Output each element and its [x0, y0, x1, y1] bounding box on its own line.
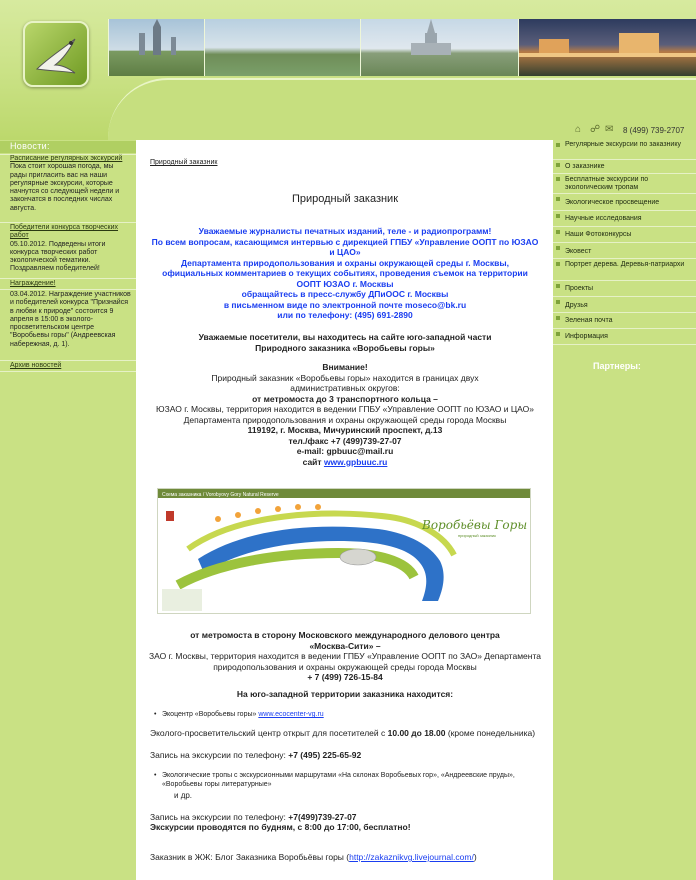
site-label: сайт	[302, 456, 324, 467]
breadcrumb[interactable]: Природный заказник	[150, 159, 218, 166]
livejournal-line	[150, 852, 540, 863]
header-photo-3	[360, 19, 518, 76]
trails-item	[162, 771, 532, 789]
livejournal-suffix: )	[473, 852, 477, 862]
eco-phone	[150, 750, 540, 761]
map-header: Схема заказника / Vorobyovy Gory Natural Reserve	[162, 492, 279, 498]
news-sidebar	[0, 140, 136, 880]
menu-item-eco-education[interactable]: Экологическое просвещение	[553, 194, 696, 211]
news-title: Новости:	[0, 141, 136, 153]
menu-item-tree-portrait[interactable]: Портрет дерева. Деревья-патриархи	[553, 259, 696, 281]
excursion-phone-label: Запись на экскурсии по телефону:	[150, 812, 289, 822]
menu-item-info[interactable]: Информация	[553, 329, 696, 345]
mail-icon[interactable]: ✉	[605, 124, 614, 135]
address: 119192, г. Москва, Мичуринский проспект, д.13	[247, 425, 443, 435]
visitors-notice: Уважаемые посетители, вы находитесь на сайте юго-западной части Природного заказника «Воробьевы горы»	[198, 332, 492, 353]
news-item-text	[10, 291, 132, 349]
falcon-logo-icon	[31, 29, 85, 83]
menu-item-free-excursions[interactable]: Бесплатные экскурсии по экологическим тропам	[553, 174, 696, 194]
nav-sidebar	[553, 140, 696, 880]
divider	[0, 278, 136, 279]
press-line: По всем вопросам, касающимся интервью с дирекцией ГПБУ «Управление ООПТ по ЮЗАО и ЦАО»	[151, 236, 539, 257]
menu-item-ecovest[interactable]: Эковест	[553, 243, 696, 259]
header-phone: 8 (499) 739-2707	[623, 126, 685, 135]
eco-hours	[150, 728, 540, 739]
news-item	[10, 280, 132, 288]
livejournal-label: Заказник в ЖЖ: Блог Заказника Воробьёвы горы (	[150, 852, 350, 862]
sitemap-icon[interactable]: ☍	[590, 124, 601, 135]
archive-link[interactable]: Архив новостей	[10, 362, 62, 369]
attention-heading: Внимание!	[322, 362, 368, 372]
metro2-heading: от метромоста в сторону Московского международного делового центра «Москва-Сити» –	[190, 630, 500, 651]
eco-center-label: Экоцентр «Воробьевы горы»	[162, 711, 259, 718]
header-toolbar	[575, 125, 696, 137]
metro1-text: ЮЗАО г. Москвы, территория находится в ведении ГПБУ «Управление ООПТ по ЮЗАО и ЦАО» Департамента природопользования и охраны окружающей среды города Москвы	[156, 404, 534, 425]
excursion-phone-number: +7(499)739-27-07	[288, 812, 357, 822]
site-header	[0, 0, 696, 140]
eco-phone-number: +7 (495) 225-65-92	[288, 750, 362, 760]
map-brand: Воробьёвы Горы	[422, 518, 528, 532]
menu-item-about[interactable]: О заказнике	[553, 160, 696, 174]
email: e-mail: gpbuuc@mail.ru	[296, 446, 394, 456]
map-brand-subtitle: природный заказник	[458, 533, 496, 538]
livejournal-link[interactable]: http://zakaznikvg.livejournal.com/	[349, 852, 474, 862]
metro2-text: ЗАО г. Москвы, территория находится в ведении ГПБУ «Управление ООПТ по ЗАО» Департамента природопользования и охраны окружающей среды города Москвы	[149, 651, 541, 672]
main-content	[148, 140, 542, 880]
home-icon[interactable]: ⌂	[575, 124, 582, 135]
news-link[interactable]: Победители конкурса творческих работ	[10, 224, 119, 240]
menu-item-photo-contests[interactable]: Наши Фотоконкурсы	[553, 227, 696, 243]
metro2-phone: + 7 (499) 726-15-84	[307, 672, 383, 682]
menu-item-friends[interactable]: Друзья	[553, 297, 696, 313]
news-item	[10, 224, 132, 274]
menu-item-projects[interactable]: Проекты	[553, 281, 696, 297]
header-photo-1	[108, 19, 204, 76]
divider	[0, 371, 136, 372]
trails-text: Экологические тропы с экскурсионными маршрутами «На склонах Воробьевых гор», «Андреевские пруды», «Воробьевы горы литературные»	[162, 772, 515, 788]
divider	[0, 222, 136, 223]
header-photo-2	[204, 19, 360, 76]
fax: тел./факс +7 (499)739-27-07	[288, 435, 402, 446]
eco-center-item	[162, 710, 532, 719]
eco-center-link[interactable]: www.ecocenter-vg.ru	[258, 711, 324, 718]
reserve-map[interactable]	[157, 488, 531, 614]
territory-heading: На юго-западной территории заказника находится:	[236, 689, 454, 699]
header-photo-4-graphic	[519, 19, 696, 76]
eco-phone-label: Запись на экскурсии по телефону:	[150, 750, 289, 760]
news-text: 05.10.2012. Подведены итоги конкурса творческих работ экологической тематики. Поздравляем победителей!	[10, 240, 106, 273]
eco-hours-time: 10.00 до 18.00	[387, 728, 446, 738]
press-line: Департамента природопользования и охраны окружающей среды г. Москвы, официальных комментариев о текущих событиях, проведения съемок на территории ООПТ ЮЗАО г. Москвы	[162, 257, 528, 289]
excursion-phone	[150, 812, 540, 823]
header-photo-3-graphic	[361, 19, 518, 76]
eco-hours-note: (кроме понедельника)	[445, 728, 536, 738]
press-line: в письменном виде по электронной почте moseco@bk.ru	[223, 299, 467, 310]
boundary-text: Природный заказник «Воробьевы горы» находится в границах двух административных округов:	[211, 372, 479, 393]
news-item	[10, 155, 132, 213]
page-title: Природный заказник	[291, 193, 399, 205]
press-line: или по телефону: (495) 691-2890	[277, 310, 413, 320]
reserve-map-graphic	[158, 489, 531, 614]
partners-title: Партнеры:	[593, 361, 641, 371]
divider	[0, 289, 136, 290]
news-link[interactable]: Награждение!	[10, 280, 56, 287]
trails-more: и др.	[174, 791, 193, 800]
press-line: Уважаемые журналисты печатных изданий, теле - и радиопрограмм!	[198, 226, 492, 236]
archive-item	[10, 362, 132, 370]
metro1-heading: от метромоста до 3 транспортного кольца –	[252, 393, 438, 404]
news-text: 03.04.2012. Награждение участников и победителей конкурса "Признайся в любви к природе" состоится 9 апреля в 15:00 в эколого-просветительском центре "Воробьевы горы" (Андреевская набережная, д. 1).	[10, 291, 131, 348]
menu-item-green-mail[interactable]: Зеленая почта	[553, 313, 696, 329]
eco-hours-text: Эколого-просветительский центр открыт для посетителей с	[150, 728, 388, 738]
news-text: Пока стоит хорошая погода, мы рады пригласить вас на наши регулярные экскурсии, которые начнутся со следующей недели и закончатся в последних числах августа.	[10, 163, 120, 212]
news-link[interactable]: Расписание регулярных экскурсий	[10, 155, 123, 162]
divider	[0, 360, 136, 361]
press-notice	[148, 226, 542, 321]
site-link[interactable]: www.gpbuuc.ru	[323, 456, 388, 467]
menu-item-research[interactable]: Научные исследования	[553, 211, 696, 227]
moscow-city-block	[148, 630, 542, 683]
menu-item-regular-excursions[interactable]: Регулярные экскурсии по заказнику	[553, 140, 696, 160]
attention-block	[148, 362, 542, 467]
press-line: обращайтесь в пресс-службу ДПиООС г. Москвы	[241, 289, 449, 299]
site-line	[148, 457, 542, 468]
logo[interactable]	[23, 21, 89, 87]
header-photo-1-graphic	[109, 19, 204, 76]
header-photo-4	[518, 19, 696, 76]
excursion-note: Экскурсии проводятся по будням, с 8:00 до 17:00, бесплатно!	[150, 822, 411, 832]
